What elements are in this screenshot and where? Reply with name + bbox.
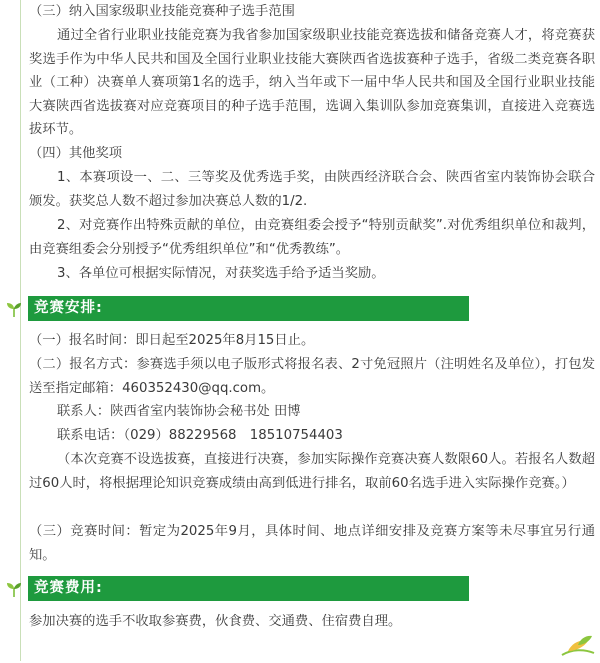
paragraph: 参加决赛的选手不收取参赛费，伙食费、交通费、住宿费自理。 [29, 614, 402, 629]
section-header-schedule [1, 296, 469, 321]
paragraph: （四）其他奖项 [29, 146, 123, 161]
article-body [20, 0, 600, 661]
paragraph: （二）报名方式：参赛选手须以电子版形式将报名表、2寸免冠照片（注明姓名及单位），打包发送至指定邮箱：460352430@qq.com。 [29, 357, 595, 396]
paragraph: （一）报名时间：即日起至2025年8月15日止。 [29, 333, 315, 348]
paragraph: （三）竞赛时间：暂定为2025年9月，具体时间、地点详细安排及竞赛方案等未尽事宜另行通知。 [29, 524, 595, 563]
paragraph: 2、对竞赛作出特殊贡献的单位，由竞赛组委会授予“特别贡献奖”.对优秀组织单位和裁判，由竞赛组委会分别授予“优秀组织单位”和“优秀教练”。 [29, 218, 595, 257]
paragraph: 联系电话：（029）88229568 18510754403 [57, 428, 343, 443]
paragraph: （本次竞赛不设选拔赛，直接进行决赛，参加实际操作竞赛决赛人数限60人。若报名人数超过60人时，将根据理论知识竞赛成绩由高到低进行排名，取前60名选手进入实际操作竞赛。） [29, 452, 595, 491]
paragraph: 3、各单位可根据实际情况，对获奖选手给予适当奖励。 [57, 266, 385, 281]
sprout-icon [3, 579, 25, 599]
section-title: 竞赛费用: [28, 576, 469, 601]
paragraph: （三）纳入国家级职业技能竞赛种子选手范围 [29, 4, 295, 19]
section-header-fees [1, 576, 469, 601]
paragraph: 联系人：陕西省室内装饰协会秘书处 田博 [57, 404, 301, 419]
section-title: 竞赛安排: [28, 296, 469, 321]
sprout-icon [3, 299, 25, 319]
paragraph: 1、本赛项设一、二、三等奖及优秀选手奖，由陕西经济联合会、陕西省室内装饰协会联合颁发。获奖总人数不超过参加决赛总人数的1/2. [29, 170, 595, 209]
leaf-logo-icon [558, 631, 598, 659]
paragraph: 通过全省行业职业技能竞赛为我省参加国家级职业技能竞赛选拔和储备竞赛人才，将竞赛获奖选手作为中华人民共和国及全国行业职业技能大赛陕西省选拔赛种子选手，省级二类竞赛各职业（工种）决赛单人赛项第1名的选手，纳入当年或下一届中华人民共和国及全国行业职业技能大赛陕西省选拔赛对应竞赛项目的种子选手范围，选调入集训队参加竞赛集训，直接进入竞赛选拔环节。 [29, 28, 595, 138]
